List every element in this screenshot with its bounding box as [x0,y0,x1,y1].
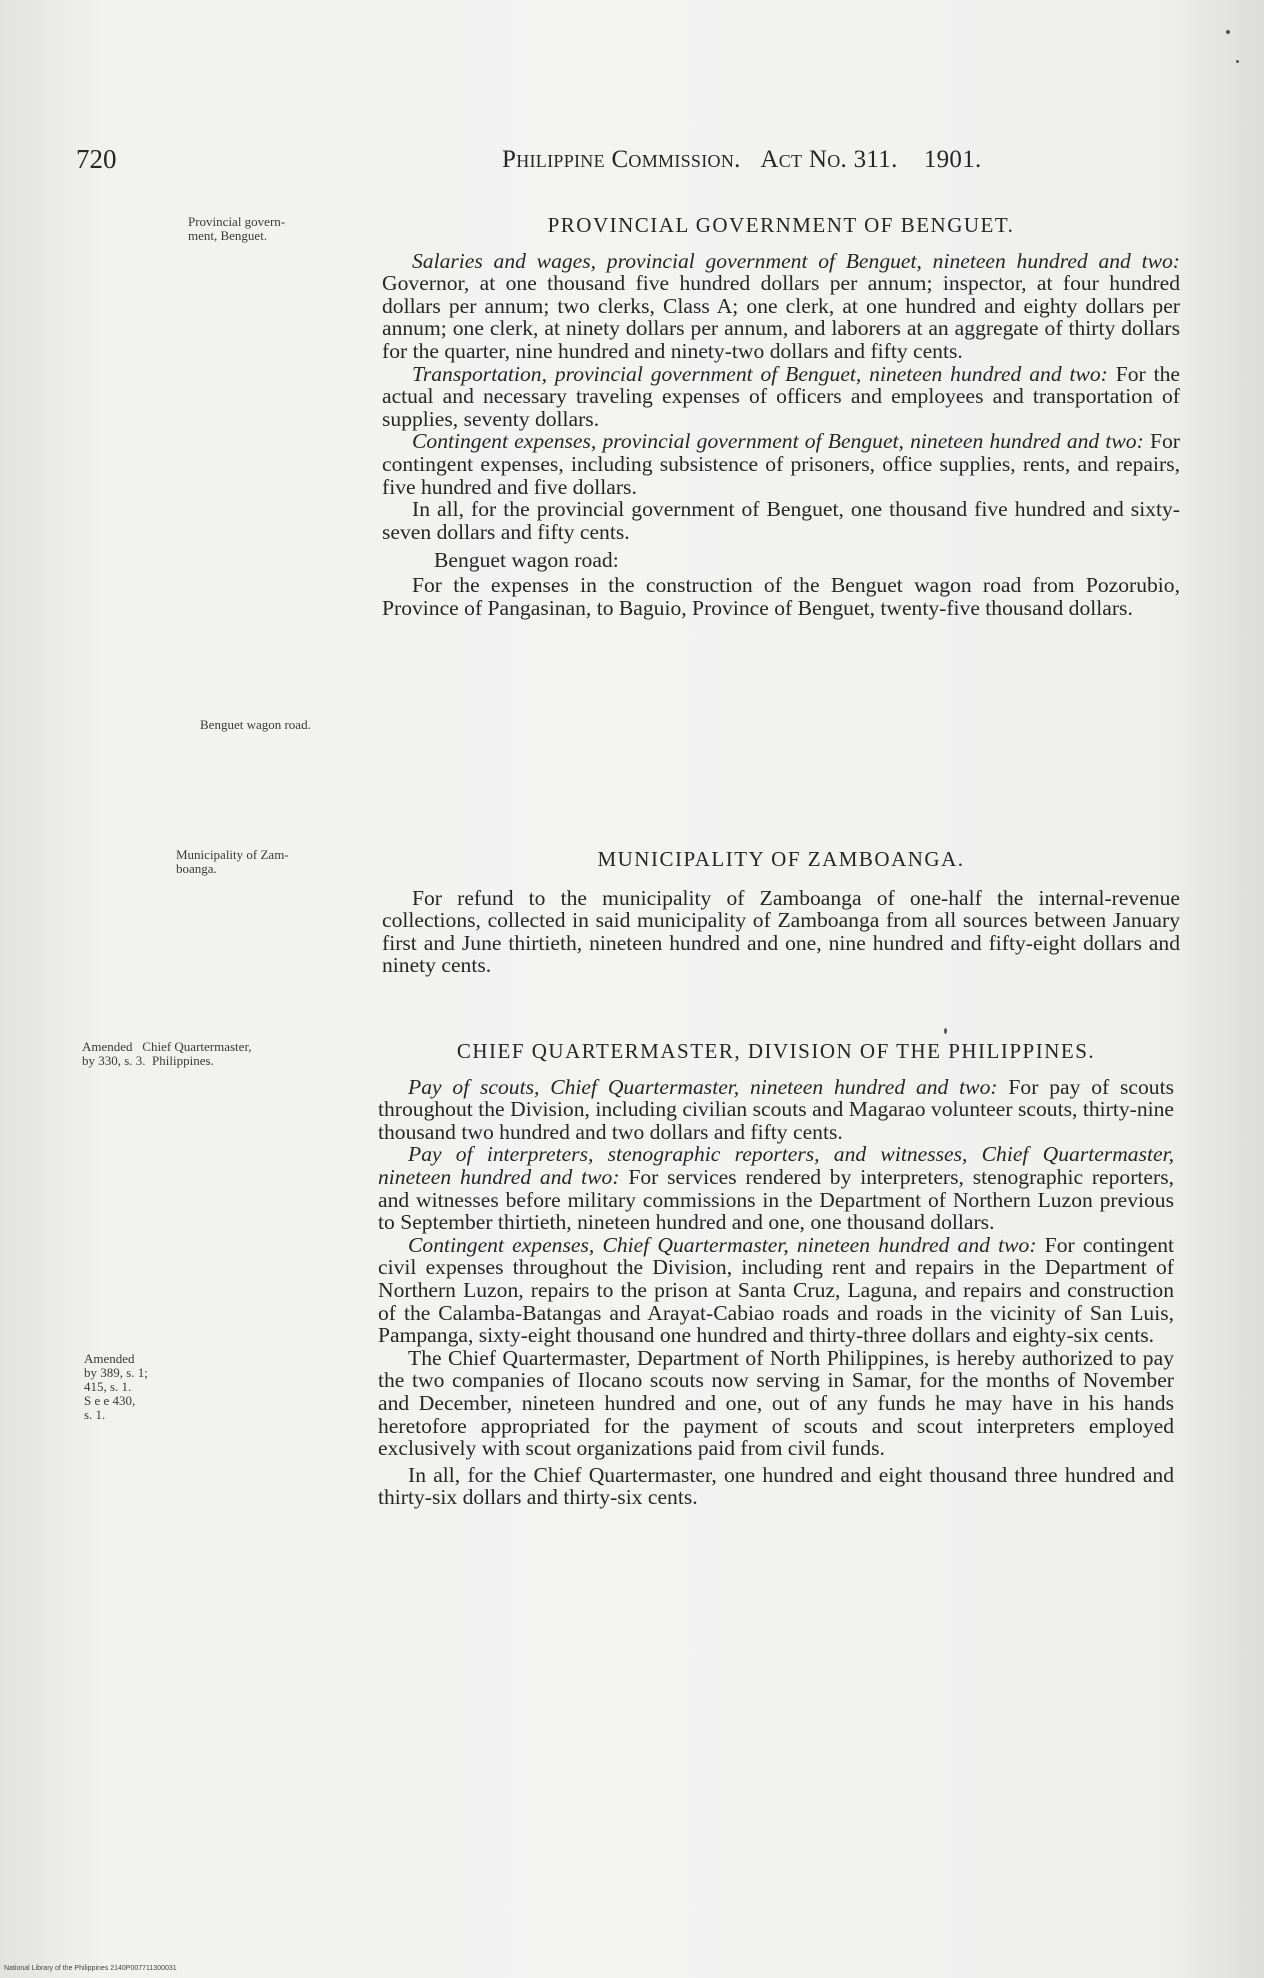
paragraph-contingent [382,430,1180,498]
paragraph-contingent-qm [378,1234,1174,1347]
paragraph-benguet-total: In all, for the provincial government of Benguet, one thousand five hundred and sixty-seven dollars and fifty cents. [382,497,1180,544]
paragraph-text: For the actual and necessary traveling expenses of officers and employees and transportation of supplies, seventy dollars. [382,361,1180,431]
margin-note-zamboanga: Municipality of Zam- boanga. [176,847,289,876]
italic-lead: Transportation, provincial government of Benguet, nineteen hundred and two: [412,361,1108,386]
heading-quartermaster: CHIEF QUARTERMASTER, DIVISION OF THE PHILIPPINES. [456,1039,1096,1063]
running-head-year: 1901. [923,146,982,173]
italic-lead: Pay of interpreters, stenographic reporters, and witnesses, Chief Quartermaster, nineteen hundred and two: [378,1142,1174,1189]
scan-footer-reference: National Library of the Philippines 2140P007711300031 [4,1965,177,1972]
margin-note-amended: Amended by 389, s. 1; 415, s. 1. S e e 430, s. 1. [84,1351,148,1422]
paragraph-text: For contingent civil expenses throughout the Division, including rent and repairs in the Department of Northern Luzon, repairs to the prison at Santa Cruz, Laguna, and repairs and construction of the Calamba-Batangas and Arayat-Cabiao roads and roads in the vicinity of San Luis, Pampanga, sixty-eight thousand one hundred and thirty-three dollars and eighty-six cents. [378,1232,1174,1348]
section-quartermaster [378,1040,1174,1509]
paragraph-ilocano-scouts: The Chief Quartermaster, Department of North Philippines, is hereby authorized to pay the two companies of Ilocano scouts now serving in Samar, for the months of November and December, nineteen hundred and one, out of any funds he may have in his hands heretofore appropriated for the payment of scouts and scout interpreters employed exclusively with scout organizations paid from civil funds. [378,1345,1174,1461]
italic-lead: Contingent expenses, Chief Quartermaster, nineteen hundred and two: [408,1232,1037,1257]
paragraph-wagon-label: Benguet wagon road: [434,548,619,573]
scan-speck [1226,30,1230,34]
paragraph-text: For services rendered by interpreters, stenographic reporters, and witnesses before military commissions in the Department of Northern Luzon previous to September thirtieth, nineteen hundred and one, one thousand dollars. [378,1164,1174,1235]
page-number: 720 [76,144,117,174]
running-head-commission: Philippine Commission. [502,146,741,173]
heading-zamboanga: MUNICIPALITY OF ZAMBOANGA. [597,847,965,871]
paragraph-transportation [382,363,1180,431]
paragraph-pay-scouts [378,1076,1174,1144]
scan-speck [944,1028,947,1034]
italic-lead: Contingent expenses, provincial government of Benguet, nineteen hundred and two: [412,429,1144,454]
section-zamboanga [382,848,1180,977]
margin-note-wagon-road: Benguet wagon road. [200,717,311,732]
margin-note-benguet-government: Provincial govern- ment, Benguet. [188,214,286,243]
margin-note-quartermaster: Amended Chief Quartermaster, by 330, s. 3. Philippines. [82,1039,252,1068]
paragraph-text: For pay of scouts throughout the Division, including civilian scouts and Magarao volunteer scouts, thirty-nine thousand two hundred and two dollars and fifty cents. [378,1074,1174,1144]
paragraph-salaries [382,250,1180,363]
italic-lead: Salaries and wages, provincial government of Benguet, nineteen hundred and two: [412,248,1180,273]
page-header [76,144,1084,184]
running-head [502,146,982,174]
paragraph-wagon-road: For the expenses in the construction of the Benguet wagon road from Pozorubio, Province of Pangasinan, to Baguio, Province of Benguet, twenty-five thousand dollars. [382,572,1180,620]
paragraph-text: Governor, at one thousand five hundred dollars per annum; inspector, at four hundred dollars per annum; two clerks, Class A; one clerk, at one hundred and eighty dollars per annum; one clerk, at ninety dollars per annum, and laborers at an aggregate of thirty dollars for the quarter, nine hundred and ninety-two dollars and fifty cents. [382,271,1180,363]
section-benguet [382,214,1180,619]
paragraph-zamboanga-refund: For refund to the municipality of Zamboanga of one-half the internal-revenue collections, collected in said municipality of Zamboanga from all sources between January first and June thirtieth, nineteen hundred and one, nine hundred and fifty-eight dollars and ninety cents. [382,885,1180,978]
italic-lead: Pay of scouts, Chief Quartermaster, nineteen hundred and two: [408,1074,998,1099]
paragraph-qm-total: In all, for the Chief Quartermaster, one hundred and eight thousand three hundred and thirty-six dollars and thirty-six cents. [378,1462,1174,1510]
heading-benguet: PROVINCIAL GOVERNMENT OF BENGUET. [547,213,1015,237]
running-head-act: Act No. 311. [760,146,898,173]
paragraph-pay-interpreters [378,1143,1174,1233]
scan-speck [1236,60,1239,63]
paragraph-text: For contingent expenses, including subsistence of prisoners, office supplies, rents, and repairs, five hundred and five dollars. [382,429,1180,499]
